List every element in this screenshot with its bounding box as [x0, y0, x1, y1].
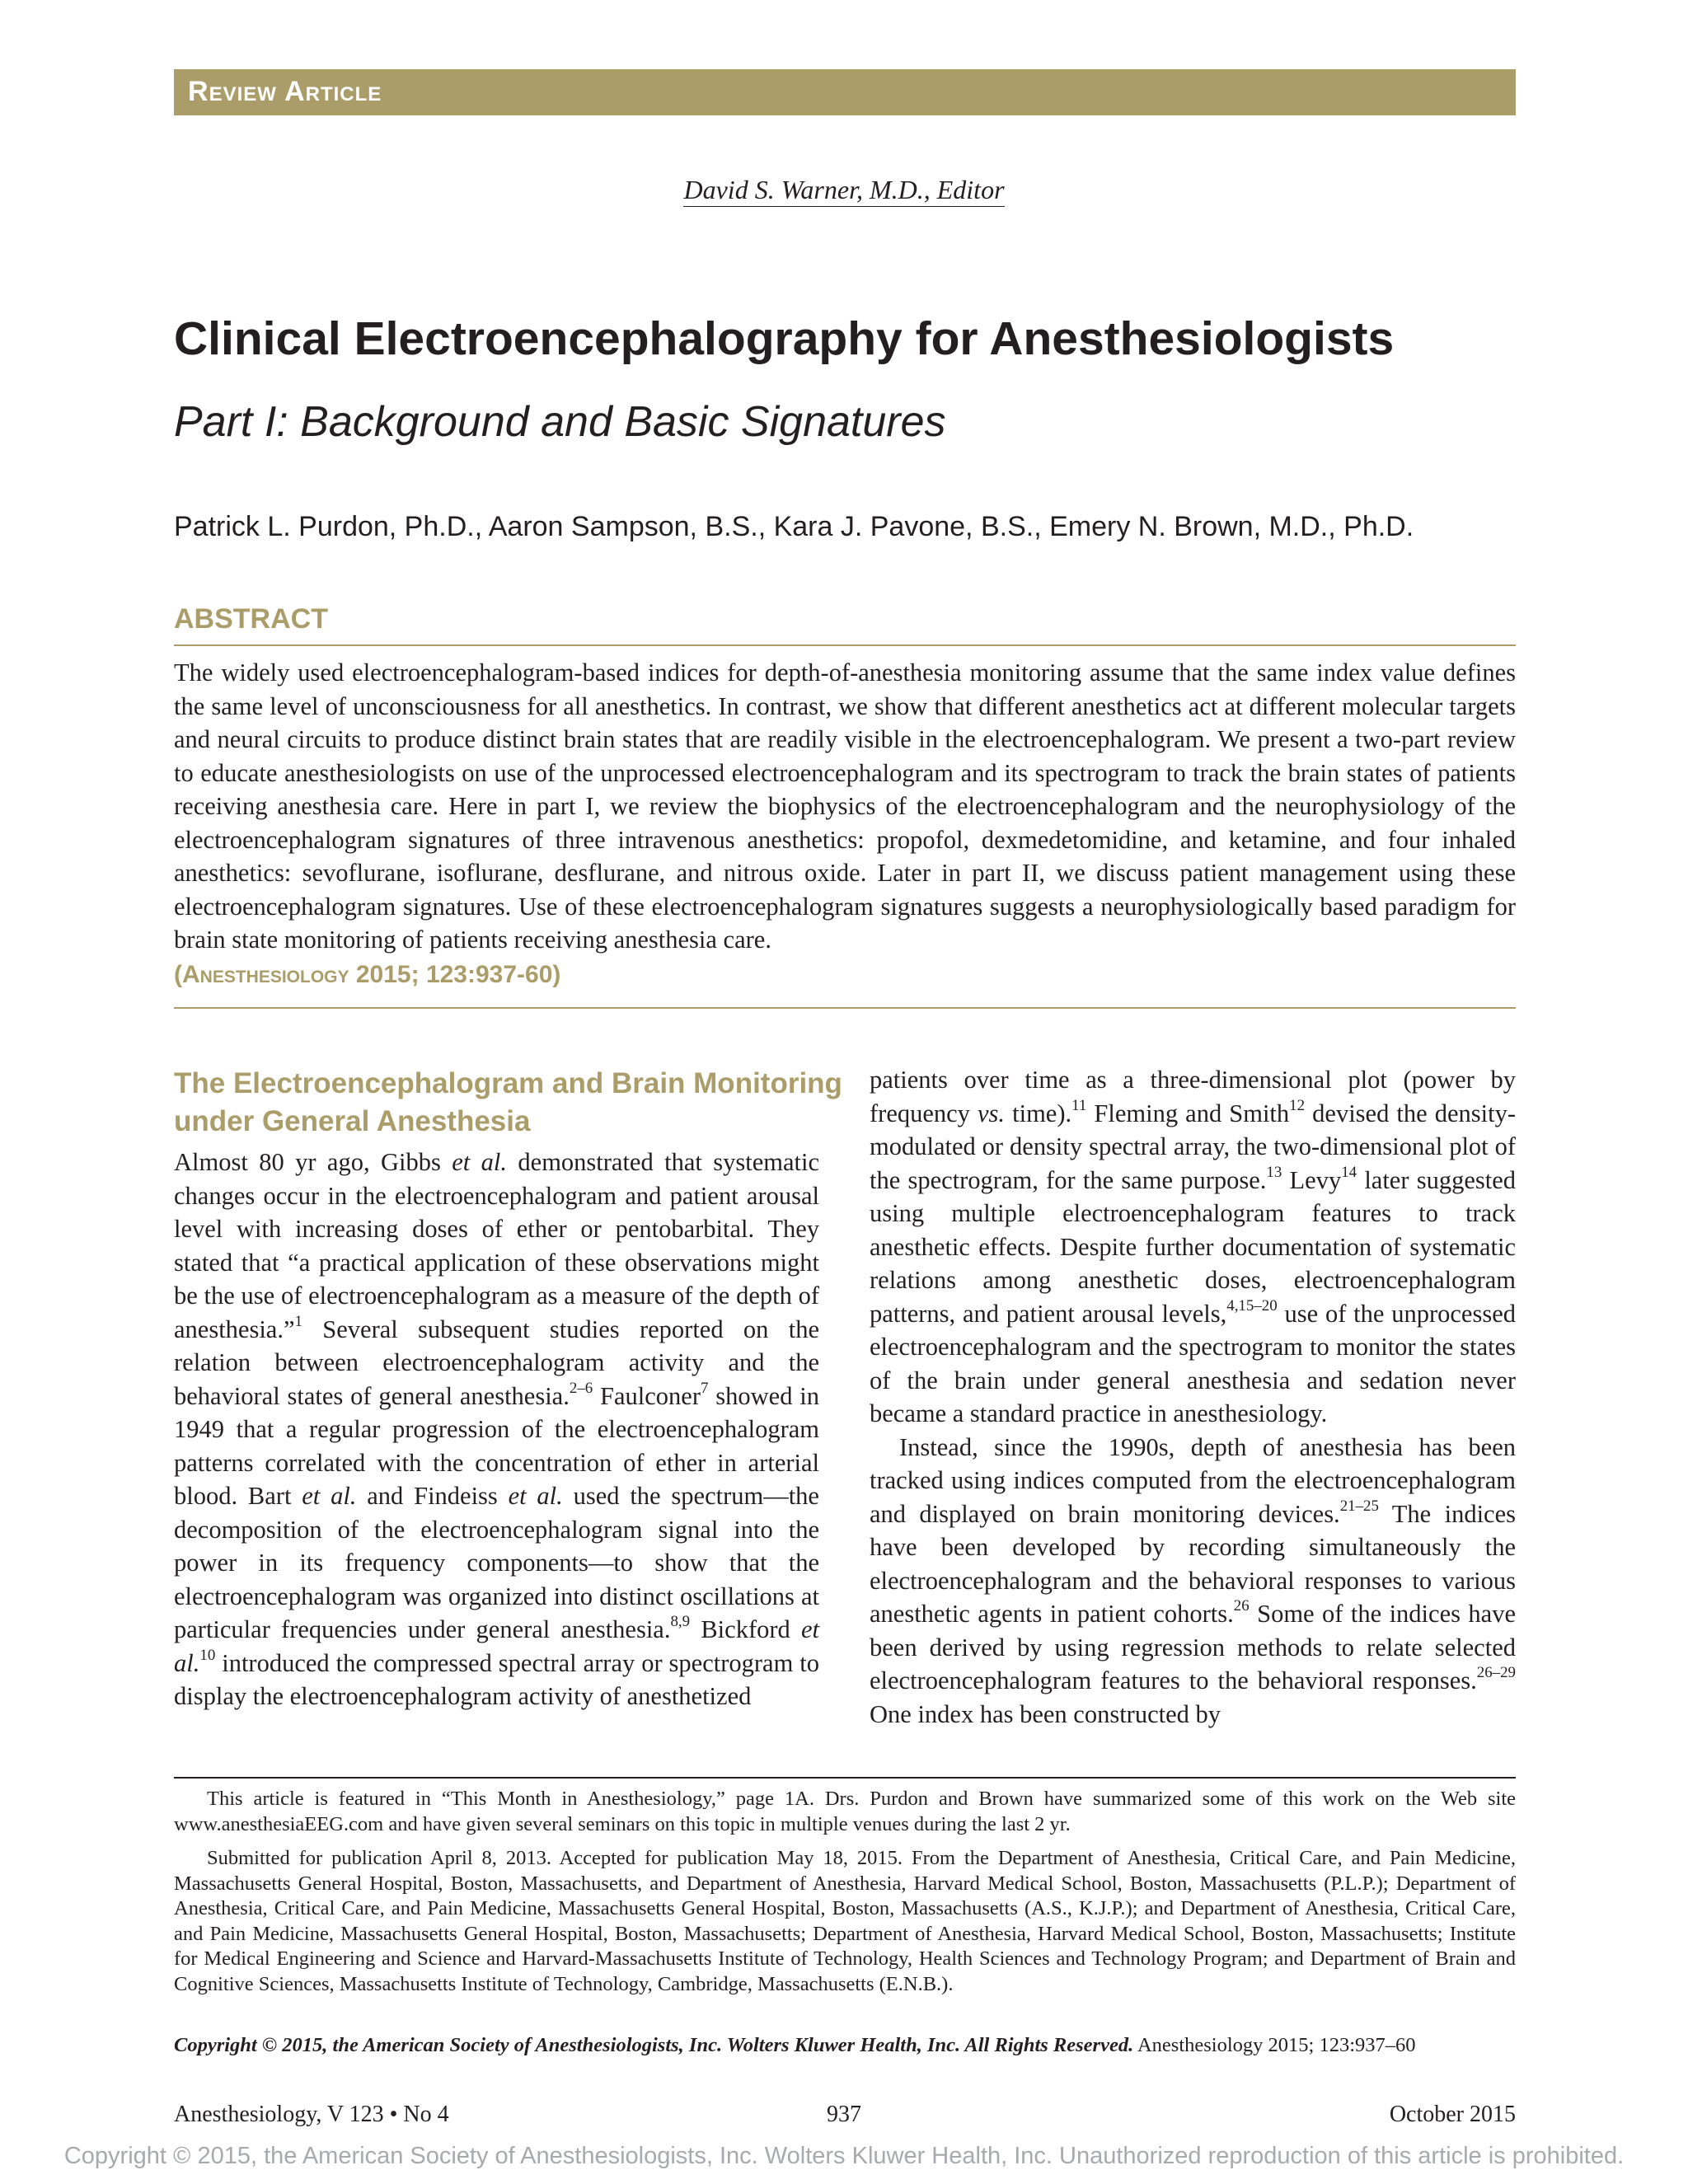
- citation-journal: Anesthesiology: [182, 961, 349, 988]
- copyright-notice: [174, 2034, 1416, 2057]
- footer-date: October 2015: [1389, 2102, 1516, 2127]
- footnote-rule: [174, 1777, 1516, 1779]
- abstract-heading: ABSTRACT: [174, 603, 328, 635]
- banner-label: Review Article: [188, 76, 382, 107]
- footer-journal: Anesthesiology, V 123 • No 4: [174, 2102, 449, 2127]
- body-column-right: [870, 1063, 1516, 1731]
- copyright-italic: Copyright © 2015, the American Society of Anesthesiologists, Inc. Wolters Kluwer Health, Inc. All Rights Reserved.: [174, 2034, 1134, 2056]
- body-paragraph: Almost 80 yr ago, Gibbs et al. demonstrated that systematic changes occur in the electroencephalogram and patient arousal level with increasing doses of ether or pentobarbital. They stated that “a practical application of these observations might be the use of electroencephalogram as a measure of the depth of anesthesia.”$^1$ Several subsequent studies reported on the relation between electroencephalogram activity and the behavioral states of general anesthesia.$^{2-6}$ Faulconer$^7$ showed in 1949 that a regular progression of the electroencephalogram patterns correlated with the concentration of ether in arterial blood. Bart et al. and Findeiss et al. used the spectrum—the decomposition of the electroencephalogram signal into the power in its frequency components—to show that the electroencephalogram was organized into distinct oscillations at particular frequencies under general anesthesia.$^{8,9}$ Bickford et al.$^{10}$ introduced the compressed spectral array or spectrogram to display the electroencephalogram activity of anesthetized: [174, 1148, 819, 1710]
- section-banner: [174, 69, 1516, 115]
- body-paragraph: Instead, since the 1990s, depth of anesthesia has been tracked using indices computed from the electroencephalogram and displayed on brain monitoring devices.$^{21-25}$ The indices have been developed by recording simultaneously the electroencephalogram and the behavioral responses to various anesthetic agents in patient cohorts.$^{26}$ Some of the indices have been derived by using regression methods to relate selected electroencephalogram features to the behavioral responses.$^{26-29}$ One index has been constructed by: [870, 1432, 1516, 1728]
- footnote-text: This article is featured in “This Month in Anesthesiology,” page 1A. Drs. Purdon and Brown have summarized some of this work on the Web site www.anesthesiaEEG.com and have given several seminars on this topic in multiple venues during the last 2 yr.: [174, 1788, 1516, 1835]
- article-subtitle: Part I: Background and Basic Signatures: [174, 398, 946, 446]
- copyright-citation: Anesthesiology 2015; 123:937–60: [1133, 2034, 1416, 2056]
- abstract-text: The widely used electroencephalogram-based indices for depth-of-anesthesia monitoring assume that the same index value defines the same level of unconsciousness for all anesthetics. In contrast, we show that different anesthetics act at different molecular targets and neural circuits to produce distinct brain states that are readily visible in the electroencephalogram. We present a two-part review to educate anesthesiologists on use of the unprocessed electroencephalogram and its spectrogram to track the brain states of patients receiving anesthesia care. Here in part I, we review the biophysics of the electroencephalogram and the neurophysiology of the electroencephalogram signatures of three intravenous anesthetics: propofol, dexmedetomidine, and ketamine, and four inhaled anesthetics: sevoflurane, isoflurane, desflurane, and nitrous oxide. Later in part II, we discuss patient management using these electroencephalogram signatures. Use of these electroencephalogram signatures suggests a neurophysiologically based paradigm for brain state monitoring of patients receiving anesthesia care.: [174, 658, 1516, 954]
- footer-page-number: 937: [827, 2102, 861, 2127]
- editor-line: [0, 175, 1688, 205]
- author-list: Patrick L. Purdon, Ph.D., Aaron Sampson, B.S., Kara J. Pavone, B.S., Emery N. Brown, M.D., Ph.D.: [174, 511, 1414, 542]
- watermark: Copyright © 2015, the American Society of Anesthesiologists, Inc. Wolters Kluwer Health, Inc. Unauthorized reproduction of this article is prohibited.: [63, 2143, 1625, 2169]
- section-heading: The Electroencephalogram and Brain Monitoring under General Anesthesia: [174, 1067, 842, 1137]
- citation-volume: 2015; 123:937-60): [355, 961, 561, 988]
- body-column-left: [174, 1146, 819, 1713]
- abstract-bottom-rule: [174, 1007, 1516, 1009]
- body-paragraph: patients over time as a three-dimensional plot (power by frequency vs. time).$^{11}$ Fleming and Smith$^{12}$ devised the density-modulated or density spectral array, the two-dimensional plot of the spectrogram, for the same purpose.$^{13}$ Levy$^{14}$ later suggested using multiple electroencephalogram features to track anesthetic effects. Despite further documentation of systematic relations among anesthetic doses, electroencephalogram patterns, and patient arousal levels,$^{4,15-20}$ use of the unprocessed electroencephalogram and the spectrogram to monitor the states of the brain under general anesthesia and sedation never became a standard practice in anesthesiology.: [870, 1066, 1517, 1427]
- editor-name: David S. Warner, M.D., Editor: [683, 175, 1004, 207]
- footnote-featured: [174, 1787, 1516, 1837]
- abstract-top-rule: [174, 644, 1516, 646]
- footnote-text: Submitted for publication April 8, 2013. Accepted for publication May 18, 2015. From the Department of Anesthesia, Critical Care, and Pain Medicine, Massachusetts General Hospital, Boston, Massachusetts, and Department of Anesthesia, Harvard Medical School, Boston, Massachusetts (P.L.P.); Department of Anesthesia, Critical Care, and Pain Medicine, Massachusetts General Hospital, Boston, Massachusetts (A.S., K.J.P.); and Department of Anesthesia, Critical Care, and Pain Medicine, Massachusetts General Hospital, Boston, Massachusetts; Department of Anesthesia, Harvard Medical School, Boston, Massachusetts; Institute for Medical Engineering and Science and Harvard-Massachusetts Institute of Technology, Health Sciences and Technology Program; and Department of Brain and Cognitive Sciences, Massachusetts Institute of Technology, Cambridge, Massachusetts (E.N.B.).: [174, 1847, 1516, 1995]
- article-title: Clinical Electroencephalography for Anesthesiologists: [174, 312, 1395, 365]
- abstract-citation: (Anesthesiology 2015; 123:937-60): [174, 961, 561, 988]
- footnote-affiliations: [174, 1846, 1516, 1997]
